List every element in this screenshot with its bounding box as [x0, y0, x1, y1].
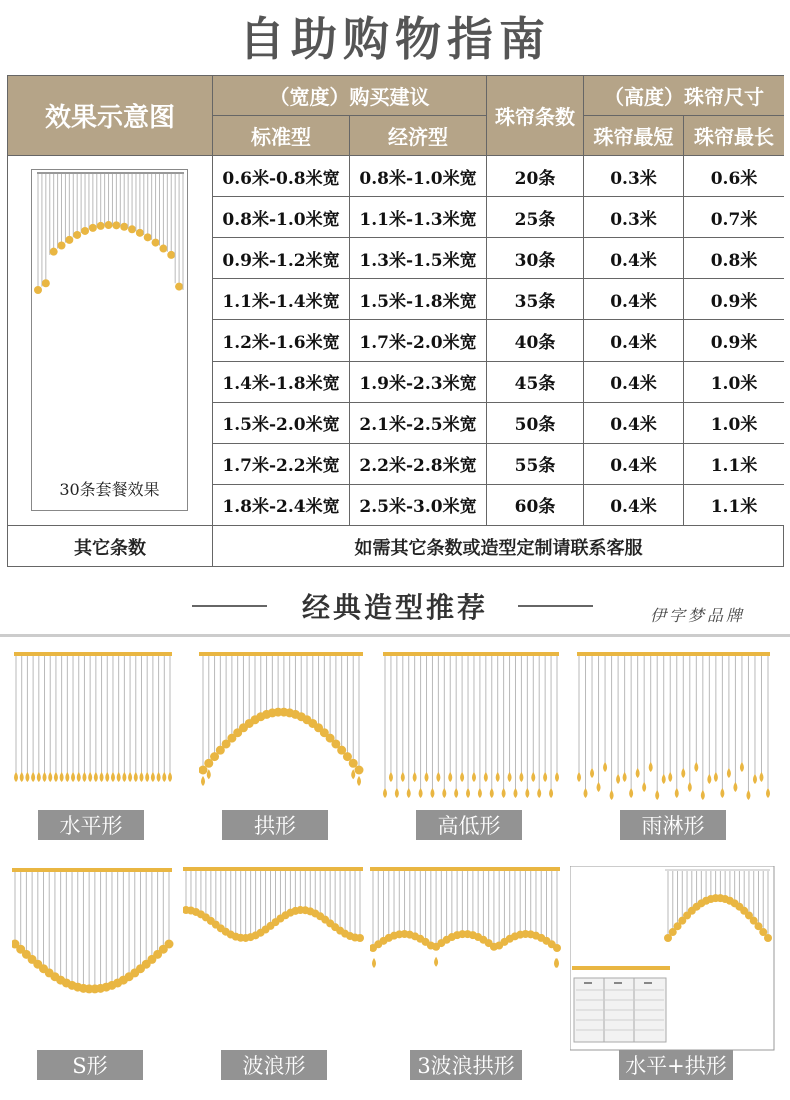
bead-drop	[162, 772, 166, 782]
style-arch	[199, 650, 364, 800]
bead	[144, 233, 152, 241]
bead-drop	[201, 776, 205, 786]
bead-drop	[105, 772, 109, 782]
header-width-group: （宽度）购买建议	[213, 76, 487, 116]
bead-drop	[71, 772, 75, 782]
bead	[167, 251, 175, 259]
bead-drop	[577, 772, 581, 782]
illustration-frame	[31, 169, 188, 511]
bead-drop	[372, 958, 376, 968]
header-strands: 珠帘条数	[487, 76, 584, 156]
bead-drop	[20, 772, 24, 782]
cell-longest: 1.1米	[684, 485, 784, 526]
bead-drop	[117, 772, 121, 782]
bead-drop	[401, 772, 405, 782]
bead-drop	[623, 772, 627, 782]
cell-strands: 55条	[487, 444, 584, 485]
cell-standard: 0.9米-1.2米宽	[213, 238, 350, 279]
header-standard: 标准型	[213, 116, 350, 156]
cell-standard: 0.8米-1.0米宽	[213, 197, 350, 238]
illustration-caption: 30条套餐效果	[59, 480, 160, 499]
bead-drop	[766, 788, 770, 798]
style-label-triple-wave-arch: 3波浪拱形	[410, 1050, 522, 1080]
cell-standard: 1.2米-1.6米宽	[213, 320, 350, 361]
cell-longest: 0.9米	[684, 279, 784, 320]
arch-curtain-diagram	[32, 170, 189, 512]
bead	[152, 239, 160, 247]
bead-drop	[122, 772, 126, 782]
bead-drop	[655, 790, 659, 800]
cell-shortest: 0.4米	[584, 238, 684, 279]
bead-drop	[448, 772, 452, 782]
bead-drop	[60, 772, 64, 782]
style-label-horizontal-plus-arch: 水平+拱形	[619, 1050, 733, 1080]
bead-drop	[597, 782, 601, 792]
cell-standard: 1.1米-1.4米宽	[213, 279, 350, 320]
cell-strands: 50条	[487, 403, 584, 444]
cell-economy: 1.7米-2.0米宽	[350, 320, 487, 361]
style-label-horizontal: 水平形	[38, 810, 144, 840]
cell-economy: 0.8米-1.0米宽	[350, 156, 487, 197]
bead	[97, 222, 105, 230]
bead-drop	[753, 774, 757, 784]
bead-drop	[555, 772, 559, 782]
bead-drop	[740, 762, 744, 772]
cell-economy: 2.5米-3.0米宽	[350, 485, 487, 526]
cell-shortest: 0.4米	[584, 444, 684, 485]
bead-drop	[707, 774, 711, 784]
bead-drop	[649, 762, 653, 772]
bead	[356, 934, 364, 942]
cell-economy: 1.3米-1.5米宽	[350, 238, 487, 279]
bead-drop	[413, 772, 417, 782]
bead-drop	[82, 772, 86, 782]
footer-note: 如需其它条数或造型定制请联系客服	[354, 537, 643, 559]
bead-drop	[508, 772, 512, 782]
bead-drop	[472, 772, 476, 782]
bead-drop	[675, 788, 679, 798]
bead	[355, 766, 364, 775]
footer-label: 其它条数	[8, 526, 213, 567]
cell-standard: 0.6米-0.8米宽	[213, 156, 350, 197]
bead	[81, 227, 89, 235]
header-effect: 效果示意图	[8, 76, 213, 156]
bead-drop	[537, 788, 541, 798]
bead-drop	[157, 772, 161, 782]
bead-drop	[496, 772, 500, 782]
cell-strands: 35条	[487, 279, 584, 320]
bead-drop	[151, 772, 155, 782]
cell-longest: 0.9米	[684, 320, 784, 361]
bead	[159, 245, 167, 253]
bead-drop	[681, 768, 685, 778]
style-label-wave: 波浪形	[221, 1050, 327, 1080]
bead-drop	[425, 772, 429, 782]
bead	[120, 223, 128, 231]
bead-drop	[484, 772, 488, 782]
style-horizontal	[14, 650, 174, 800]
bead-drop	[549, 788, 553, 798]
bead-drop	[662, 774, 666, 784]
bead-drop	[525, 788, 529, 798]
cell-shortest: 0.4米	[584, 485, 684, 526]
header-height-group: （高度）珠帘尺寸	[584, 76, 784, 116]
cell-strands: 25条	[487, 197, 584, 238]
header-economy: 经济型	[350, 116, 487, 156]
bead-drop	[531, 772, 535, 782]
section-line-left	[192, 605, 267, 607]
bead	[89, 224, 97, 232]
cell-longest: 0.6米	[684, 156, 784, 197]
bead-drop	[610, 790, 614, 800]
bead-drop	[430, 788, 434, 798]
bead-drop	[383, 788, 387, 798]
style-rain	[577, 650, 772, 810]
bead	[553, 944, 561, 952]
bead-drop	[94, 772, 98, 782]
bead	[165, 940, 174, 949]
bead-drop	[389, 772, 393, 782]
bead-drop	[513, 788, 517, 798]
cell-strands: 30条	[487, 238, 584, 279]
brand-signature: 伊字梦品牌	[650, 606, 746, 625]
bead-drop	[727, 768, 731, 778]
bead	[58, 241, 66, 249]
bead	[175, 283, 183, 291]
effect-illustration	[8, 156, 213, 526]
bead-drop	[714, 772, 718, 782]
bead-drop	[590, 768, 594, 778]
style-horizontal-plus-arch	[570, 866, 775, 1051]
bead-drop	[88, 772, 92, 782]
bead-drop	[111, 772, 115, 782]
cell-economy: 1.5米-1.8米宽	[350, 279, 487, 320]
cell-economy: 1.1米-1.3米宽	[350, 197, 487, 238]
cell-strands: 45条	[487, 362, 584, 403]
cell-shortest: 0.4米	[584, 279, 684, 320]
bead-drop	[720, 788, 724, 798]
cabinet-handle	[644, 982, 652, 984]
bead-drop	[37, 772, 41, 782]
cell-longest: 1.0米	[684, 362, 784, 403]
section-line-right	[518, 605, 593, 607]
bead	[128, 225, 136, 233]
bead-drop	[502, 788, 506, 798]
page-title: 自助购物指南	[239, 12, 551, 66]
style-high-low	[383, 650, 561, 810]
bead-drop	[603, 762, 607, 772]
bead-drop	[168, 772, 172, 782]
bead-drop	[733, 782, 737, 792]
bead-drop	[357, 776, 361, 786]
bead-drop	[134, 772, 138, 782]
cell-longest: 0.7米	[684, 197, 784, 238]
bead	[136, 229, 144, 237]
bead-drop	[466, 788, 470, 798]
cell-shortest: 0.3米	[584, 197, 684, 238]
size-guide-table	[7, 75, 784, 567]
bead-drop	[668, 772, 672, 782]
bead-drop	[460, 772, 464, 782]
bead-drop	[31, 772, 35, 782]
bead-drop	[407, 788, 411, 798]
cell-economy: 2.1米-2.5米宽	[350, 403, 487, 444]
header-longest: 珠帘最长	[684, 116, 784, 156]
bead-drop	[694, 762, 698, 772]
bead-drop	[43, 772, 47, 782]
cell-shortest: 0.3米	[584, 156, 684, 197]
bead-drop	[584, 788, 588, 798]
cell-longest: 1.0米	[684, 403, 784, 444]
bead-drop	[642, 782, 646, 792]
bead	[105, 221, 113, 229]
style-label-rain: 雨淋形	[620, 810, 726, 840]
cabinet-handle	[584, 982, 592, 984]
bead-drop	[701, 790, 705, 800]
bead	[50, 248, 58, 256]
cell-standard: 1.8米-2.4米宽	[213, 485, 350, 526]
cell-strands: 40条	[487, 320, 584, 361]
bead-drop	[77, 772, 81, 782]
bead-drop	[519, 772, 523, 782]
bead-drop	[54, 772, 58, 782]
cell-economy: 1.9米-2.3米宽	[350, 362, 487, 403]
cell-standard: 1.7米-2.2米宽	[213, 444, 350, 485]
bead-drop	[490, 788, 494, 798]
section-divider	[0, 634, 790, 637]
bead-drop	[395, 788, 399, 798]
bead-drop	[65, 772, 69, 782]
bead	[42, 279, 50, 287]
cell-standard: 1.5米-2.0米宽	[213, 403, 350, 444]
bead-drop	[14, 772, 18, 782]
style-wave	[183, 866, 365, 956]
bead-drop	[48, 772, 52, 782]
cell-shortest: 0.4米	[584, 403, 684, 444]
bead-drop	[759, 772, 763, 782]
cabinet-handle	[614, 982, 622, 984]
cell-standard: 1.4米-1.8米宽	[213, 362, 350, 403]
cell-longest: 1.1米	[684, 444, 784, 485]
section-title: 经典造型推荐	[301, 591, 488, 624]
bead-drop	[436, 772, 440, 782]
cell-economy: 2.2米-2.8米宽	[350, 444, 487, 485]
style-s-shape	[12, 866, 174, 1001]
bead-drop	[478, 788, 482, 798]
bead	[73, 231, 81, 239]
bead-drop	[419, 788, 423, 798]
header-shortest: 珠帘最短	[584, 116, 684, 156]
bead	[764, 934, 772, 942]
bead-drop	[139, 772, 143, 782]
bead-drop	[629, 788, 633, 798]
style-label-high-low: 高低形	[416, 810, 522, 840]
style-triple-wave-arch	[370, 866, 562, 976]
cell-longest: 0.8米	[684, 238, 784, 279]
cell-strands: 60条	[487, 485, 584, 526]
bead	[65, 236, 73, 244]
bead-drop	[688, 782, 692, 792]
bead-drop	[128, 772, 132, 782]
bead	[112, 221, 120, 229]
cell-shortest: 0.4米	[584, 320, 684, 361]
cell-shortest: 0.4米	[584, 362, 684, 403]
bead-drop	[616, 774, 620, 784]
bead-drop	[434, 957, 438, 967]
bead-drop	[636, 768, 640, 778]
bead-drop	[442, 788, 446, 798]
bead-drop	[746, 790, 750, 800]
style-label-arch: 拱形	[222, 810, 328, 840]
cell-strands: 20条	[487, 156, 584, 197]
bead-drop	[145, 772, 149, 782]
bead-drop	[100, 772, 104, 782]
bead-drop	[454, 788, 458, 798]
bead-drop	[543, 772, 547, 782]
style-label-s-shape: S形	[37, 1050, 143, 1080]
bead-drop	[25, 772, 29, 782]
bead	[34, 286, 42, 294]
